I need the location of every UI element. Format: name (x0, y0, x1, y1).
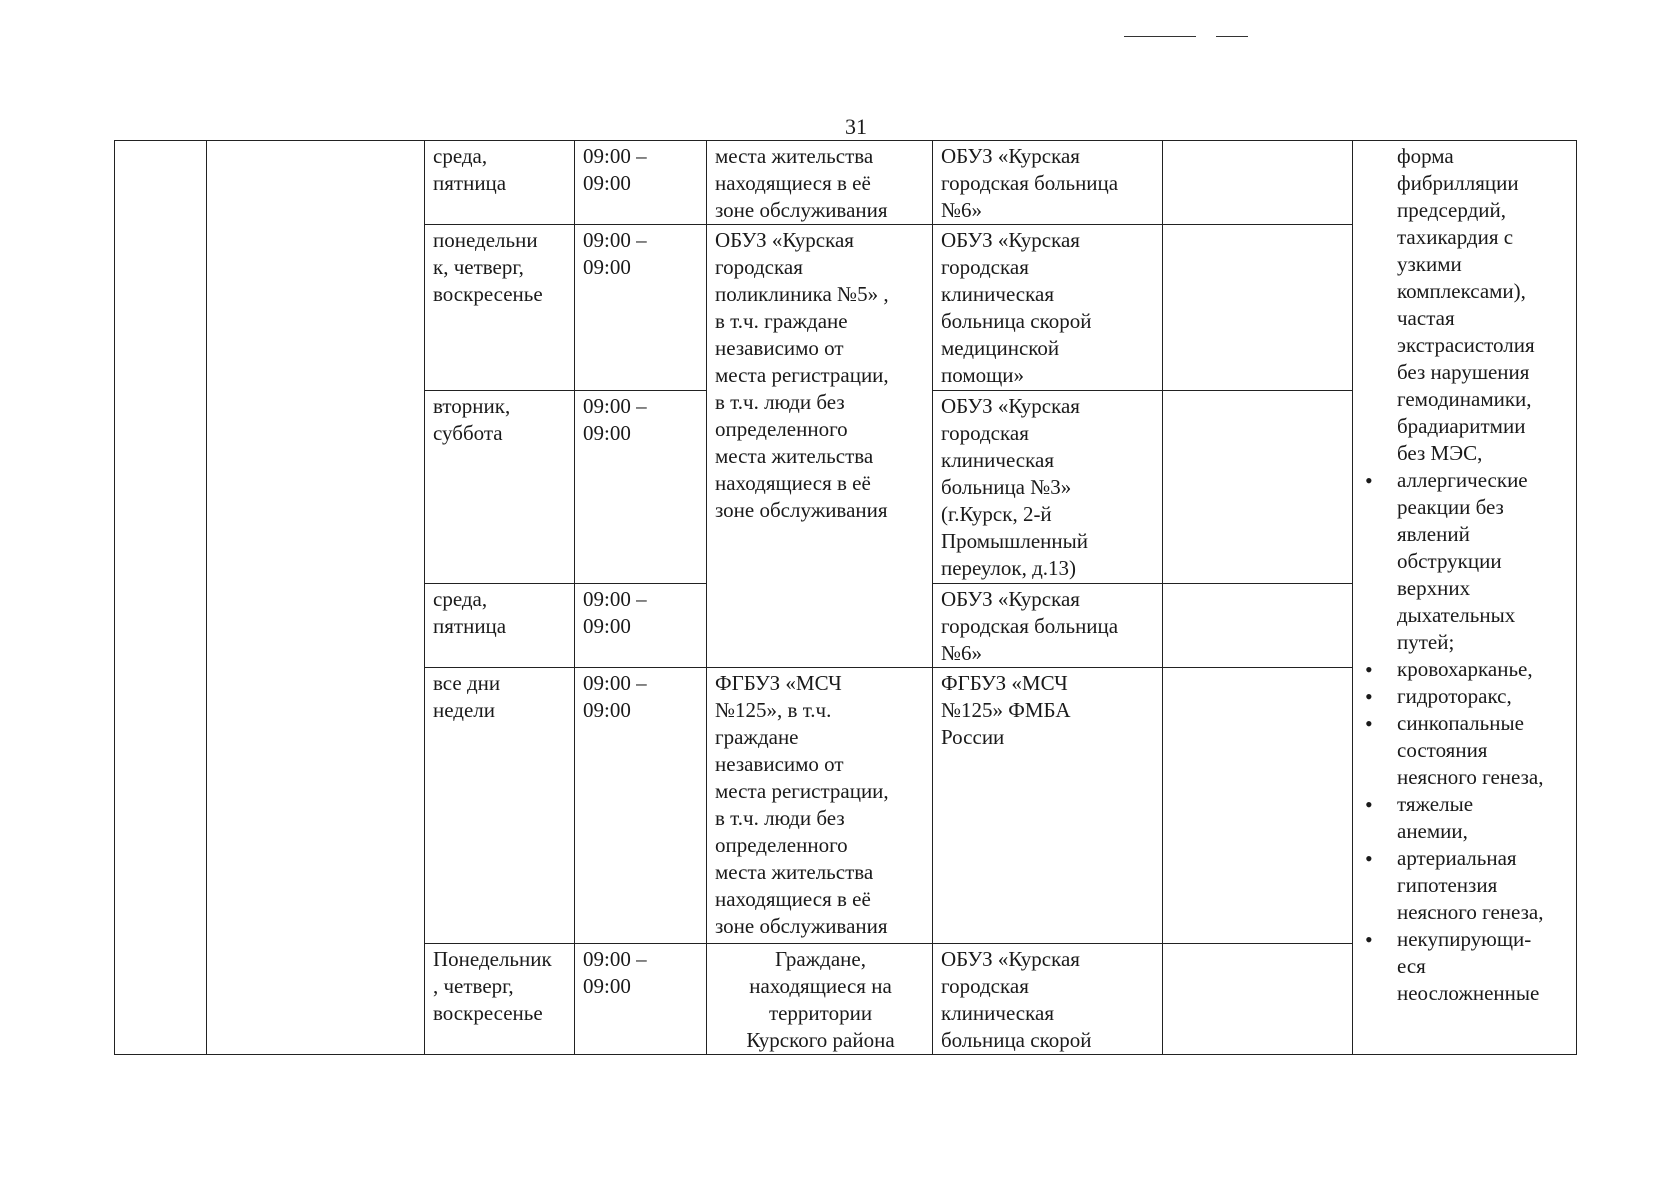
schedule-table (114, 140, 1577, 1055)
cell-text-line: 09:00 (583, 255, 631, 279)
days-cell (425, 584, 575, 668)
cell-text-line: помощи» (941, 363, 1025, 387)
cell-text-line: 09:00 (583, 171, 631, 195)
top-mark-right (1216, 36, 1248, 37)
cell-text-line: (г.Курск, 2-й (941, 502, 1052, 526)
cell-text-line: №6» (941, 198, 983, 222)
patients-cell (707, 668, 933, 944)
cell-text-line: воскресенье (433, 1001, 543, 1025)
condition-text-line: • кровохарканье, (1397, 657, 1533, 681)
condition-item (1397, 656, 1570, 683)
cell-text-line: городская (715, 255, 803, 279)
time-cell (575, 391, 707, 584)
cell-text-line: 09:00 – (583, 671, 647, 695)
condition-text-line: форма (1397, 144, 1454, 168)
table-row (115, 141, 1577, 225)
cell-text-line: клиническая (941, 282, 1054, 306)
cell-text-line: места жительства (715, 144, 874, 168)
cell-text-line: городская (941, 255, 1029, 279)
condition-text-line: неосложненные (1397, 981, 1540, 1005)
cell-text-line: независимо от (715, 336, 844, 360)
cell-text-line: находящиеся на (749, 974, 892, 998)
condition-text-line: без МЭС, (1397, 441, 1483, 465)
cell-text-line: находящиеся в её (715, 171, 871, 195)
empty-cell (1163, 668, 1353, 944)
cell-text-line: определенного (715, 417, 848, 441)
cell-text-line: Понедельник (433, 947, 552, 971)
time-cell (575, 668, 707, 944)
cell-text-line: клиническая (941, 1001, 1054, 1025)
cell-text-line: ОБУЗ «Курская (941, 587, 1080, 611)
condition-text-line: путей; (1397, 630, 1455, 654)
cell-text-line: 09:00 (583, 974, 631, 998)
cell-text-line: зоне обслуживания (715, 198, 888, 222)
cell-text-line: больница №3» (941, 475, 1072, 499)
cell-text-line: Курского района (746, 1028, 895, 1052)
condition-text-line: • некупирующи- (1397, 927, 1532, 951)
empty-cell (1163, 141, 1353, 225)
time-cell (575, 584, 707, 668)
cell-text-line: 09:00 (583, 698, 631, 722)
condition-text-line: состояния (1397, 738, 1488, 762)
empty-cell-2 (207, 141, 425, 1055)
cell-text-line: в т.ч. граждане (715, 309, 848, 333)
cell-text-line: среда, (433, 144, 488, 168)
days-cell (425, 668, 575, 944)
patients-cell (707, 225, 933, 668)
condition-item (1397, 467, 1570, 656)
condition-text-line: предсердий, (1397, 198, 1506, 222)
cell-text-line: поликлиника №5» , (715, 282, 889, 306)
cell-text-line: недели (433, 698, 496, 722)
condition-text-line: обструкции (1397, 549, 1502, 573)
cell-text-line: находящиеся в её (715, 471, 871, 495)
empty-cell (1163, 225, 1353, 391)
condition-text-line: фибрилляции (1397, 171, 1519, 195)
condition-item (1397, 683, 1570, 710)
cell-text-line: вторник, (433, 394, 511, 418)
cell-text-line: России (941, 725, 1005, 749)
cell-text-line: пятница (433, 171, 507, 195)
condition-text-line: • гидроторакс, (1397, 684, 1512, 708)
condition-text-line: неясного генеза, (1397, 900, 1544, 924)
cell-text-line: городская больница (941, 171, 1119, 195)
cell-text-line: территории (768, 1001, 873, 1025)
cell-text-line: в т.ч. люди без (715, 390, 845, 414)
cell-text-line: зоне обслуживания (715, 498, 888, 522)
empty-cell (1163, 391, 1353, 584)
condition-text-line: узкими (1397, 252, 1462, 276)
time-cell (575, 225, 707, 391)
empty-cell (1163, 944, 1353, 1055)
days-cell (425, 141, 575, 225)
time-cell (575, 141, 707, 225)
empty-cell-1 (115, 141, 207, 1055)
cell-text-line: ФГБУЗ «МСЧ (715, 671, 842, 695)
hospital-cell (933, 391, 1163, 584)
cell-text-line: в т.ч. люди без (715, 806, 845, 830)
condition-text-line: тахикардия с (1397, 225, 1514, 249)
condition-item (1397, 791, 1570, 845)
cell-text-line: граждане (715, 725, 799, 749)
condition-text-line: • аллергические (1397, 468, 1528, 492)
page-number: 31 (845, 114, 867, 139)
cell-text-line: больница скорой (941, 309, 1092, 333)
condition-text-line: частая (1397, 306, 1455, 330)
condition-item (1397, 845, 1570, 926)
cell-text-line: Граждане, (775, 947, 866, 971)
condition-text-line: еся (1397, 954, 1426, 978)
cell-text-line: 09:00 – (583, 144, 647, 168)
cell-text-line: 09:00 – (583, 587, 647, 611)
cell-text-line: все дни (433, 671, 501, 695)
hospital-cell (933, 141, 1163, 225)
patients-cell (707, 944, 933, 1055)
cell-text-line: ОБУЗ «Курская (715, 228, 854, 252)
hospital-cell (933, 668, 1163, 944)
condition-text-line: без нарушения (1397, 360, 1530, 384)
cell-text-line: №6» (941, 641, 983, 665)
condition-text-line: • артериальная (1397, 846, 1517, 870)
hospital-cell (933, 584, 1163, 668)
cell-text-line: переулок, д.13) (941, 556, 1077, 580)
cell-text-line: ФГБУЗ «МСЧ (941, 671, 1068, 695)
cell-text-line: медицинской (941, 336, 1060, 360)
cell-text-line: ОБУЗ «Курская (941, 228, 1080, 252)
cell-text-line: суббота (433, 421, 503, 445)
condition-text-line: верхних (1397, 576, 1471, 600)
condition-text-line: анемии, (1397, 819, 1468, 843)
condition-text-line: комплексами), (1397, 279, 1526, 303)
condition-text-line: реакции без (1397, 495, 1504, 519)
condition-text-line: дыхательных (1397, 603, 1516, 627)
cell-text-line: 09:00 – (583, 947, 647, 971)
condition-text-line: экстрасистолия (1397, 333, 1535, 357)
cell-text-line: городская (941, 421, 1029, 445)
top-mark-left (1124, 36, 1196, 37)
cell-text-line: места жительства (715, 444, 874, 468)
cell-text-line: 09:00 – (583, 394, 647, 418)
condition-text-line: • тяжелые (1397, 792, 1474, 816)
cell-text-line: №125», в т.ч. (715, 698, 832, 722)
patients-cell (707, 141, 933, 225)
cell-text-line: 09:00 (583, 421, 631, 445)
condition-text-line: • синкопальные (1397, 711, 1524, 735)
cell-text-line: Промышленный (941, 529, 1088, 553)
condition-text-line: явлений (1397, 522, 1470, 546)
cell-text-line: , четверг, (433, 974, 514, 998)
condition-text-line: гемодинамики, (1397, 387, 1532, 411)
cell-text-line: зоне обслуживания (715, 914, 888, 938)
cell-text-line: к, четверг, (433, 255, 524, 279)
empty-cell (1163, 584, 1353, 668)
cell-text-line: места регистрации, (715, 779, 889, 803)
cell-text-line: независимо от (715, 752, 844, 776)
cell-text-line: пятница (433, 614, 507, 638)
cell-text-line: находящиеся в её (715, 887, 871, 911)
cell-text-line: среда, (433, 587, 488, 611)
hospital-cell (933, 225, 1163, 391)
cell-text-line: городская (941, 974, 1029, 998)
cell-text-line: ОБУЗ «Курская (941, 394, 1080, 418)
cell-text-line: определенного (715, 833, 848, 857)
days-cell (425, 944, 575, 1055)
condition-item (1397, 926, 1570, 1007)
conditions-cell (1353, 141, 1577, 1055)
cell-text-line: №125» ФМБА (941, 698, 1071, 722)
cell-text-line: воскресенье (433, 282, 543, 306)
cell-text-line: места жительства (715, 860, 874, 884)
cell-text-line: ОБУЗ «Курская (941, 947, 1080, 971)
condition-text-line: неясного генеза, (1397, 765, 1544, 789)
cell-text-line: 09:00 (583, 614, 631, 638)
cell-text-line: места регистрации, (715, 363, 889, 387)
cell-text-line: понедельни (433, 228, 538, 252)
hospital-cell (933, 944, 1163, 1055)
cell-text-line: городская больница (941, 614, 1119, 638)
cell-text-line: 09:00 – (583, 228, 647, 252)
conditions-list (1361, 143, 1570, 1007)
cell-text-line: клиническая (941, 448, 1054, 472)
cell-text-line: ОБУЗ «Курская (941, 144, 1080, 168)
days-cell (425, 391, 575, 584)
condition-text-line: гипотензия (1397, 873, 1498, 897)
cell-text-line: больница скорой (941, 1028, 1092, 1052)
days-cell (425, 225, 575, 391)
time-cell (575, 944, 707, 1055)
condition-item (1397, 710, 1570, 791)
condition-item (1397, 143, 1570, 467)
condition-text-line: брадиаритмии (1397, 414, 1526, 438)
